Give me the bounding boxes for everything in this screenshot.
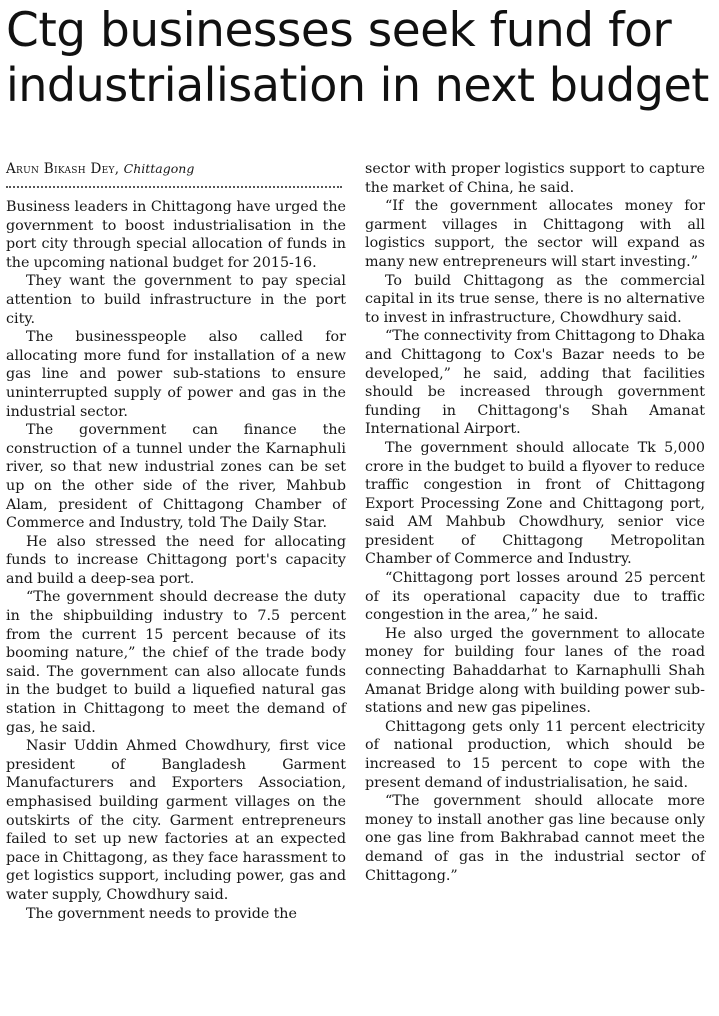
paragraph: The businesspeople also called for allocating more fund for installation of a new gas line and power sub-stations to ensure uninterrupted supply of power and gas in the industrial sector. bbox=[6, 329, 346, 420]
paragraph: He also urged the government to allocate money for building four lanes of the road connecting Bahaddarhat to Karnaphulli Shah Amanat Bridge along with building power sub-stations and new gas pipelines. bbox=[365, 625, 705, 717]
paragraph: He also stressed the need for allocating funds to increase Chittagong port's capacity and build a deep-sea port. bbox=[6, 533, 346, 587]
byline-location: Chittagong bbox=[123, 161, 195, 176]
byline bbox=[6, 160, 346, 180]
left-column bbox=[6, 160, 346, 923]
paragraph: “If the government allocates money for garment villages in Chittagong with all logistics support, the sector will expand as many new entrepreneurs will start investing.” bbox=[365, 198, 705, 270]
headline bbox=[6, 4, 712, 112]
headline-line-2: industrialisation in next budget bbox=[6, 58, 709, 112]
byline-divider bbox=[6, 180, 342, 188]
paragraph: To build Chittagong as the commercial capital in its true sense, there is no alternative to invest in infrastructure, Chowdhury said. bbox=[365, 272, 705, 326]
paragraph: The government can finance the construction of a tunnel under the Karnaphuli river, so that new industrial zones can be set up on the other side of the river, Mahbub Alam, president of Chittagong Chamber of Commerce and Industry, told The Daily Star. bbox=[6, 422, 346, 532]
byline-author: Arun Bikash Dey, bbox=[6, 161, 120, 177]
paragraph: “Chittagong port losses around 25 percent of its operational capacity due to traffic congestion in the area,” he said. bbox=[365, 570, 705, 624]
paragraph: Nasir Uddin Ahmed Chowdhury, first vice president of Bangladesh Garment Manufacturers and Exporters Association, emphasised building garment villages on the outskirts of the city. Garment entrepreneurs failed to set up new factories at an expected pace in Chittagong, as they face harassment to get logistics support, including power, gas and water supply, Chowdhury said. bbox=[6, 738, 346, 903]
paragraph: They want the government to pay special attention to build infrastructure in the port city. bbox=[6, 273, 346, 327]
paragraph: The government needs to provide the bbox=[26, 905, 297, 922]
paragraph: “The connectivity from Chittagong to Dhaka and Chittagong to Cox's Bazar needs to be developed,” he said, adding that facilities should be increased through government funding in Chittagong's Shah Amanat International Airport. bbox=[365, 328, 705, 438]
paragraph: “The government should decrease the duty in the shipbuilding industry to 7.5 percent from the current 15 percent because of its booming nature,” the chief of the trade body said. The government can also allocate funds in the budget to build a liquefied natural gas station in Chittagong to meet the demand of gas, he said. bbox=[6, 589, 346, 736]
paragraph: The government should allocate Tk 5,000 crore in the budget to build a flyover to reduce traffic congestion in front of Chittagong Export Processing Zone and Chittagong port, said AM Mahbub Chowdhury, senior vice president of Chittagong Metropolitan Chamber of Commerce and Industry. bbox=[365, 439, 705, 568]
paragraph: Business leaders in Chittagong have urged the government to boost industrialisation in the port city through special allocation of funds in the upcoming national budget for 2015-16. bbox=[6, 199, 346, 271]
right-column bbox=[365, 160, 705, 885]
paragraph: Chittagong gets only 11 percent electricity of national production, which should be increased to 15 percent to cope with the present demand of industrialisation, he said. bbox=[365, 718, 705, 791]
headline-line-1: Ctg businesses seek fund for bbox=[6, 3, 672, 58]
paragraph: sector with proper logistics support to capture the market of China, he said. bbox=[365, 161, 705, 196]
paragraph: “The government should allocate more money to install another gas line because only one gas line from Bakhrabad cannot meet the demand of gas in the industrial sector of Chittagong.” bbox=[365, 793, 705, 884]
